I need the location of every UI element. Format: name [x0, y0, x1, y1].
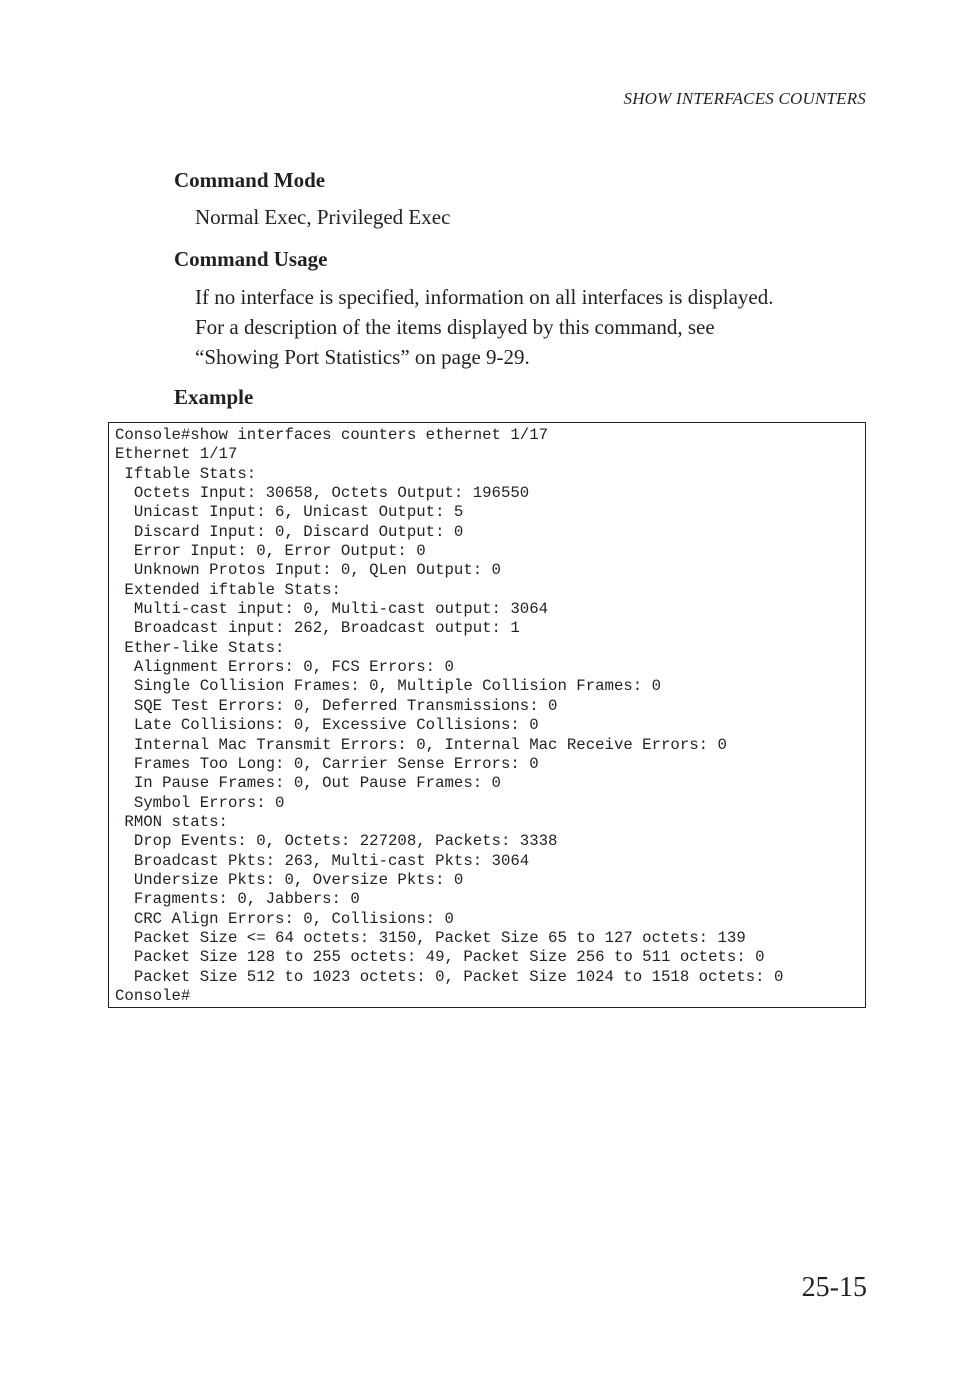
running-header: SHOW INTERFACES COUNTERS: [623, 89, 866, 108]
code-line: Frames Too Long: 0, Carrier Sense Errors: 0: [115, 754, 539, 773]
code-line: Packet Size 512 to 1023 octets: 0, Packet Size 1024 to 1518 octets: 0: [115, 967, 784, 986]
code-line: Fragments: 0, Jabbers: 0: [115, 890, 360, 909]
code-line: Iftable Stats:: [115, 464, 257, 483]
code-line: Broadcast Pkts: 263, Multi-cast Pkts: 3064: [115, 851, 530, 870]
command-usage-heading: Command Usage: [174, 247, 328, 271]
code-line: Unicast Input: 6, Unicast Output: 5: [115, 503, 464, 522]
example-heading: Example: [174, 385, 254, 409]
code-line: Extended iftable Stats:: [115, 580, 341, 599]
command-usage-line: If no interface is specified, information on all interfaces is displayed.: [195, 285, 774, 309]
code-line: Ether-like Stats:: [115, 638, 285, 657]
code-line: Octets Input: 30658, Octets Output: 196550: [115, 484, 530, 503]
command-usage-line: “Showing Port Statistics” on page 9-29.: [195, 345, 530, 369]
code-line: Alignment Errors: 0, FCS Errors: 0: [115, 658, 454, 677]
code-line: Drop Events: 0, Octets: 227208, Packets: 3338: [115, 832, 558, 851]
page-number: 25-15: [801, 1272, 867, 1303]
code-line: RMON stats:: [115, 812, 228, 831]
code-line: In Pause Frames: 0, Out Pause Frames: 0: [115, 774, 501, 793]
code-line: Internal Mac Transmit Errors: 0, Internal Mac Receive Errors: 0: [115, 735, 727, 754]
code-line: Symbol Errors: 0: [115, 793, 285, 812]
code-line: CRC Align Errors: 0, Collisions: 0: [115, 909, 454, 928]
code-line: SQE Test Errors: 0, Deferred Transmissions: 0: [115, 696, 558, 715]
command-usage-line: For a description of the items displayed by this command, see: [195, 315, 715, 339]
code-line: Discard Input: 0, Discard Output: 0: [115, 522, 464, 541]
command-usage-paragraph: [195, 282, 773, 372]
code-line: Packet Size <= 64 octets: 3150, Packet Size 65 to 127 octets: 139: [115, 928, 746, 947]
code-line: Undersize Pkts: 0, Oversize Pkts: 0: [115, 870, 464, 889]
code-line: Broadcast input: 262, Broadcast output: 1: [115, 619, 520, 638]
code-line: Multi-cast input: 0, Multi-cast output: 3064: [115, 600, 549, 619]
code-line: Error Input: 0, Error Output: 0: [115, 542, 426, 561]
code-line: Ethernet 1/17: [115, 445, 238, 464]
code-line: Late Collisions: 0, Excessive Collisions: 0: [115, 716, 539, 735]
command-mode-heading: Command Mode: [174, 168, 326, 192]
code-line: Unknown Protos Input: 0, QLen Output: 0: [115, 561, 501, 580]
code-line: Console#: [115, 986, 191, 1005]
code-example-box: [108, 422, 866, 1008]
code-line: Single Collision Frames: 0, Multiple Collision Frames: 0: [115, 677, 662, 696]
command-mode-text: Normal Exec, Privileged Exec: [195, 205, 451, 229]
code-line: Console#show interfaces counters ethernet 1/17: [115, 426, 549, 444]
code-line: Packet Size 128 to 255 octets: 49, Packet Size 256 to 511 octets: 0: [115, 948, 765, 967]
